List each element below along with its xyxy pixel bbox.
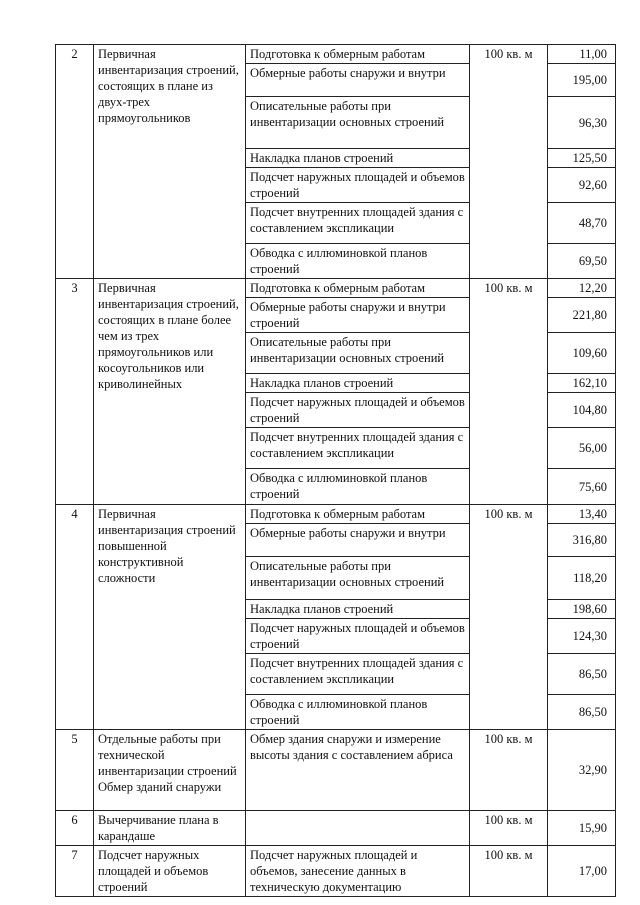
unit-of-measure: 100 кв. м — [470, 730, 548, 811]
table-row — [56, 730, 616, 811]
work-item: Подсчет наружных площадей и объемов строений — [246, 393, 470, 428]
price-value: 13,40 — [548, 505, 616, 524]
work-item: Обмерные работы снаружи и внутри строений — [246, 298, 470, 333]
price-value: 104,80 — [548, 393, 616, 428]
price-value: 15,90 — [548, 811, 616, 846]
work-item: Обводка с иллюминовкой планов строений — [246, 469, 470, 505]
row-number: 6 — [56, 811, 94, 846]
price-value: 221,80 — [548, 298, 616, 333]
price-value: 125,50 — [548, 149, 616, 168]
price-value: 75,60 — [548, 469, 616, 505]
price-value: 124,30 — [548, 619, 616, 654]
price-value: 86,50 — [548, 654, 616, 695]
work-item: Подсчет наружных площадей и объемов строений — [246, 619, 470, 654]
table-row — [56, 811, 616, 846]
work-item: Подготовка к обмерным работам — [246, 505, 470, 524]
work-item: Накладка планов строений — [246, 374, 470, 393]
work-type-description: Первичная инвентаризация строений, состоящих в плане более чем из трех прямоугольников или косоугольников или криволинейных — [94, 279, 246, 505]
row-number: 5 — [56, 730, 94, 811]
row-number: 3 — [56, 279, 94, 505]
price-value: 198,60 — [548, 600, 616, 619]
row-number: 4 — [56, 505, 94, 730]
work-item: Подсчет внутренних площадей здания с составлением экспликации — [246, 654, 470, 695]
work-item: Обводка с иллюминовкой планов строений — [246, 244, 470, 279]
work-item: Описательные работы при инвентаризации основных строений — [246, 97, 470, 149]
work-item: Обмер здания снаружи и измерение высоты здания с составлением абриса — [246, 730, 470, 811]
work-item: Описательные работы при инвентаризации основных строений — [246, 333, 470, 374]
work-item: Подготовка к обмерным работам — [246, 279, 470, 298]
table-row — [56, 846, 616, 897]
price-value: 316,80 — [548, 524, 616, 557]
price-value: 162,10 — [548, 374, 616, 393]
price-value: 96,30 — [548, 97, 616, 149]
work-type-description: Подсчет наружных площадей и объемов строений — [94, 846, 246, 897]
price-value: 32,90 — [548, 730, 616, 811]
work-item: Обмерные работы снаружи и внутри — [246, 524, 470, 557]
work-item — [246, 811, 470, 846]
work-type-description: Отдельные работы при технической инвентаризации строений Обмер зданий снаружи — [94, 730, 246, 811]
work-item: Обмерные работы снаружи и внутри — [246, 64, 470, 97]
price-value: 69,50 — [548, 244, 616, 279]
unit-of-measure: 100 кв. м — [470, 279, 548, 505]
work-type-description: Первичная инвентаризация строений, состоящих в плане из двух-трех прямоугольников — [94, 45, 246, 279]
price-value: 92,60 — [548, 168, 616, 203]
work-item: Обводка с иллюминовкой планов строений — [246, 695, 470, 730]
work-item: Подсчет наружных площадей и объемов строений — [246, 168, 470, 203]
unit-of-measure: 100 кв. м — [470, 45, 548, 279]
unit-of-measure: 100 кв. м — [470, 846, 548, 897]
price-value: 86,50 — [548, 695, 616, 730]
work-item: Подсчет внутренних площадей здания с составлением экспликации — [246, 203, 470, 244]
unit-of-measure: 100 кв. м — [470, 811, 548, 846]
table-row — [56, 505, 616, 524]
table-row — [56, 45, 616, 64]
work-item: Описательные работы при инвентаризации основных строений — [246, 557, 470, 600]
price-value: 17,00 — [548, 846, 616, 897]
row-number: 2 — [56, 45, 94, 279]
price-value: 109,60 — [548, 333, 616, 374]
price-table — [55, 44, 616, 897]
table-row — [56, 279, 616, 298]
work-item: Накладка планов строений — [246, 600, 470, 619]
price-value: 118,20 — [548, 557, 616, 600]
work-type-description: Вычерчивание плана в карандаше — [94, 811, 246, 846]
price-value: 56,00 — [548, 428, 616, 469]
work-type-description: Первичная инвентаризация строений повышенной конструктивной сложности — [94, 505, 246, 730]
price-value: 195,00 — [548, 64, 616, 97]
price-value: 48,70 — [548, 203, 616, 244]
work-item: Подсчет внутренних площадей здания с составлением экспликации — [246, 428, 470, 469]
work-item: Подсчет наружных площадей и объемов, занесение данных в техническую документацию — [246, 846, 470, 897]
price-value: 12,20 — [548, 279, 616, 298]
row-number: 7 — [56, 846, 94, 897]
unit-of-measure: 100 кв. м — [470, 505, 548, 730]
work-item: Накладка планов строений — [246, 149, 470, 168]
work-item: Подготовка к обмерным работам — [246, 45, 470, 64]
price-value: 11,00 — [548, 45, 616, 64]
